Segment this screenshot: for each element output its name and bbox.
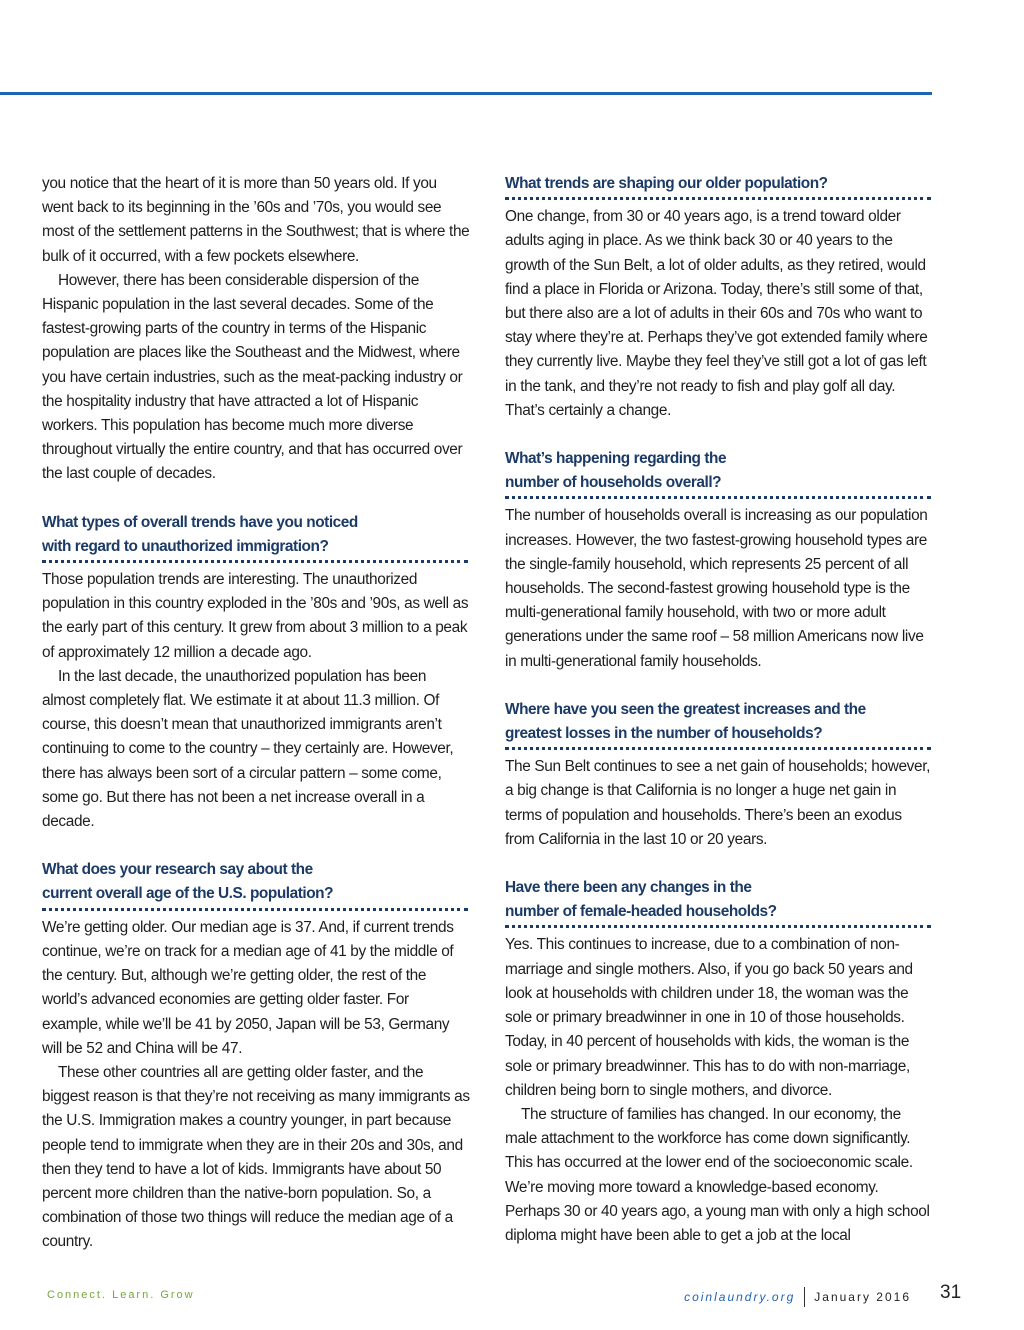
left-column: [42, 172, 470, 1255]
question-heading: What trends are shaping our older population?: [505, 175, 828, 192]
question-heading: What types of overall trends have you noticed: [42, 513, 358, 531]
paragraph: Those population trends are interesting. The unauthorized population in this country exploded in the ’80s and ’90s, as well as the early part of this century. It grew from about 3 million to a peak of approximately 12 million a decade ago.: [42, 571, 469, 661]
question-heading: What’s happening regarding the: [505, 450, 727, 468]
page-number: 31: [940, 1282, 962, 1303]
question-heading: current overall age of the U.S. population?: [42, 885, 334, 903]
paragraph: In the last decade, the unauthorized population has been almost completely flat. We estimate it at about 11.3 million. Of course, this doesn’t mean that unauthorized immigrants aren’t continuing to come to the country – they certainly are. However, there has always been sort of a circular pattern – some come, some go. But there has not been a net increase overall in a decade.: [42, 667, 454, 831]
paragraph: Yes. This continues to increase, due to a combination of non-marriage and single mothers. Also, if you go back 50 years and look at households with children under 18, the woman was the sole or primary breadwinner in one in 10 of those households. Today, in 40 percent of households with kids, the woman is the sole or primary breadwinner. This has to do with non-marriage, children being born to single mothers, and divorce.: [505, 936, 913, 1099]
paragraph: However, there has been considerable dispersion of the Hispanic population in the last several decades. Some of the fastest-growing parts of the country in terms of the Hispanic population are places like the Southeast and the Midwest, where you have certain industries, such as the meat-packing industry or the hospitality industry that have attracted a lot of Hispanic workers. This population has become much more diverse throughout virtually the entire country, and that has occurred over the last couple of decades.: [42, 271, 463, 483]
dotted-divider: [505, 925, 931, 928]
paragraph: These other countries all are getting older faster, and the biggest reason is that they’re not receiving as many immigrants as the U.S. Immigration makes a country younger, in part because people tend to immigrate when they are in their 20s and 30s, and then they tend to have a lot of kids. Immigrants have about 50 percent more children than the native-born population. So, a combination of those two things will reduce the median age of a country.: [42, 1063, 470, 1251]
paragraph: One change, from 30 or 40 years ago, is a trend toward older adults aging in place. As we think back 30 or 40 years to the growth of the Sun Belt, a lot of older adults, as they retired, would find a place in Florida or Arizona. Today, there’s still some of that, but there also are a lot of adults in their 60s and 70s who want to stay where they’re at. Perhaps they’ve got extended family where they currently live. Maybe they feel they’ve still got a lot of gas left in the tank, and they’re not ready to fish and play golf all day. That’s certainly a change.: [505, 208, 928, 419]
question-heading: greatest losses in the number of households?: [505, 725, 823, 743]
paragraph: you notice that the heart of it is more than 50 years old. If you went back to its beginning in the ’60s and ’70s, you would see most of the settlement patterns in the Southwest; that is where the bulk of it occurred, with a few pockets elsewhere.: [42, 175, 470, 265]
question-heading: What does your research say about the: [42, 861, 313, 879]
paragraph: The number of households overall is increasing as our population increases. However, the two fastest-growing household types are the single-family household, which represents 25 percent of all households. The second-fastest growing household type is the multi-generational family household, with two or more adult generations under the same roof – 58 million Americans now live in multi-generational family households.: [505, 507, 928, 670]
dotted-divider: [505, 197, 931, 200]
dotted-divider: [505, 747, 931, 750]
footer-tagline: Connect. Learn. Grow: [47, 1289, 195, 1301]
dotted-divider: [42, 908, 468, 911]
paragraph: The Sun Belt continues to see a net gain of households; however, a big change is that California is no longer a huge net gain in terms of population and households. There’s been an exodus from California in the last 10 or 20 years.: [505, 758, 931, 848]
question-heading: with regard to unauthorized immigration?: [42, 537, 329, 555]
issue-date: January 2016: [814, 1290, 911, 1304]
footer-info: [684, 1287, 911, 1307]
question-heading: number of households overall?: [505, 474, 722, 492]
footer-separator: [804, 1287, 805, 1307]
dotted-divider: [42, 560, 468, 563]
question-heading: number of female-headed households?: [505, 903, 777, 921]
dotted-divider: [505, 496, 931, 499]
header-rule: [0, 92, 932, 95]
question-heading: Have there been any changes in the: [505, 879, 752, 897]
right-column: [505, 172, 933, 1248]
site-link[interactable]: coinlaundry.org: [684, 1290, 796, 1304]
paragraph: We’re getting older. Our median age is 37. And, if current trends continue, we’re on track for a median age of 41 by the middle of the century. But, although we’re getting older, the rest of the world’s advanced economies are getting older faster. For example, while we’ll be 41 by 2050, Japan will be 53, Germany will be 52 and China will be 47.: [42, 918, 454, 1057]
question-heading: Where have you seen the greatest increases and the: [505, 700, 866, 718]
paragraph: The structure of families has changed. In our economy, the male attachment to the workforce has come down significantly. This has occurred at the lower end of the socioeconomic scale. We’re moving more toward a knowledge-based economy. Perhaps 30 or 40 years ago, a young man with only a high school diploma might have been able to get a job at the local: [505, 1105, 930, 1244]
